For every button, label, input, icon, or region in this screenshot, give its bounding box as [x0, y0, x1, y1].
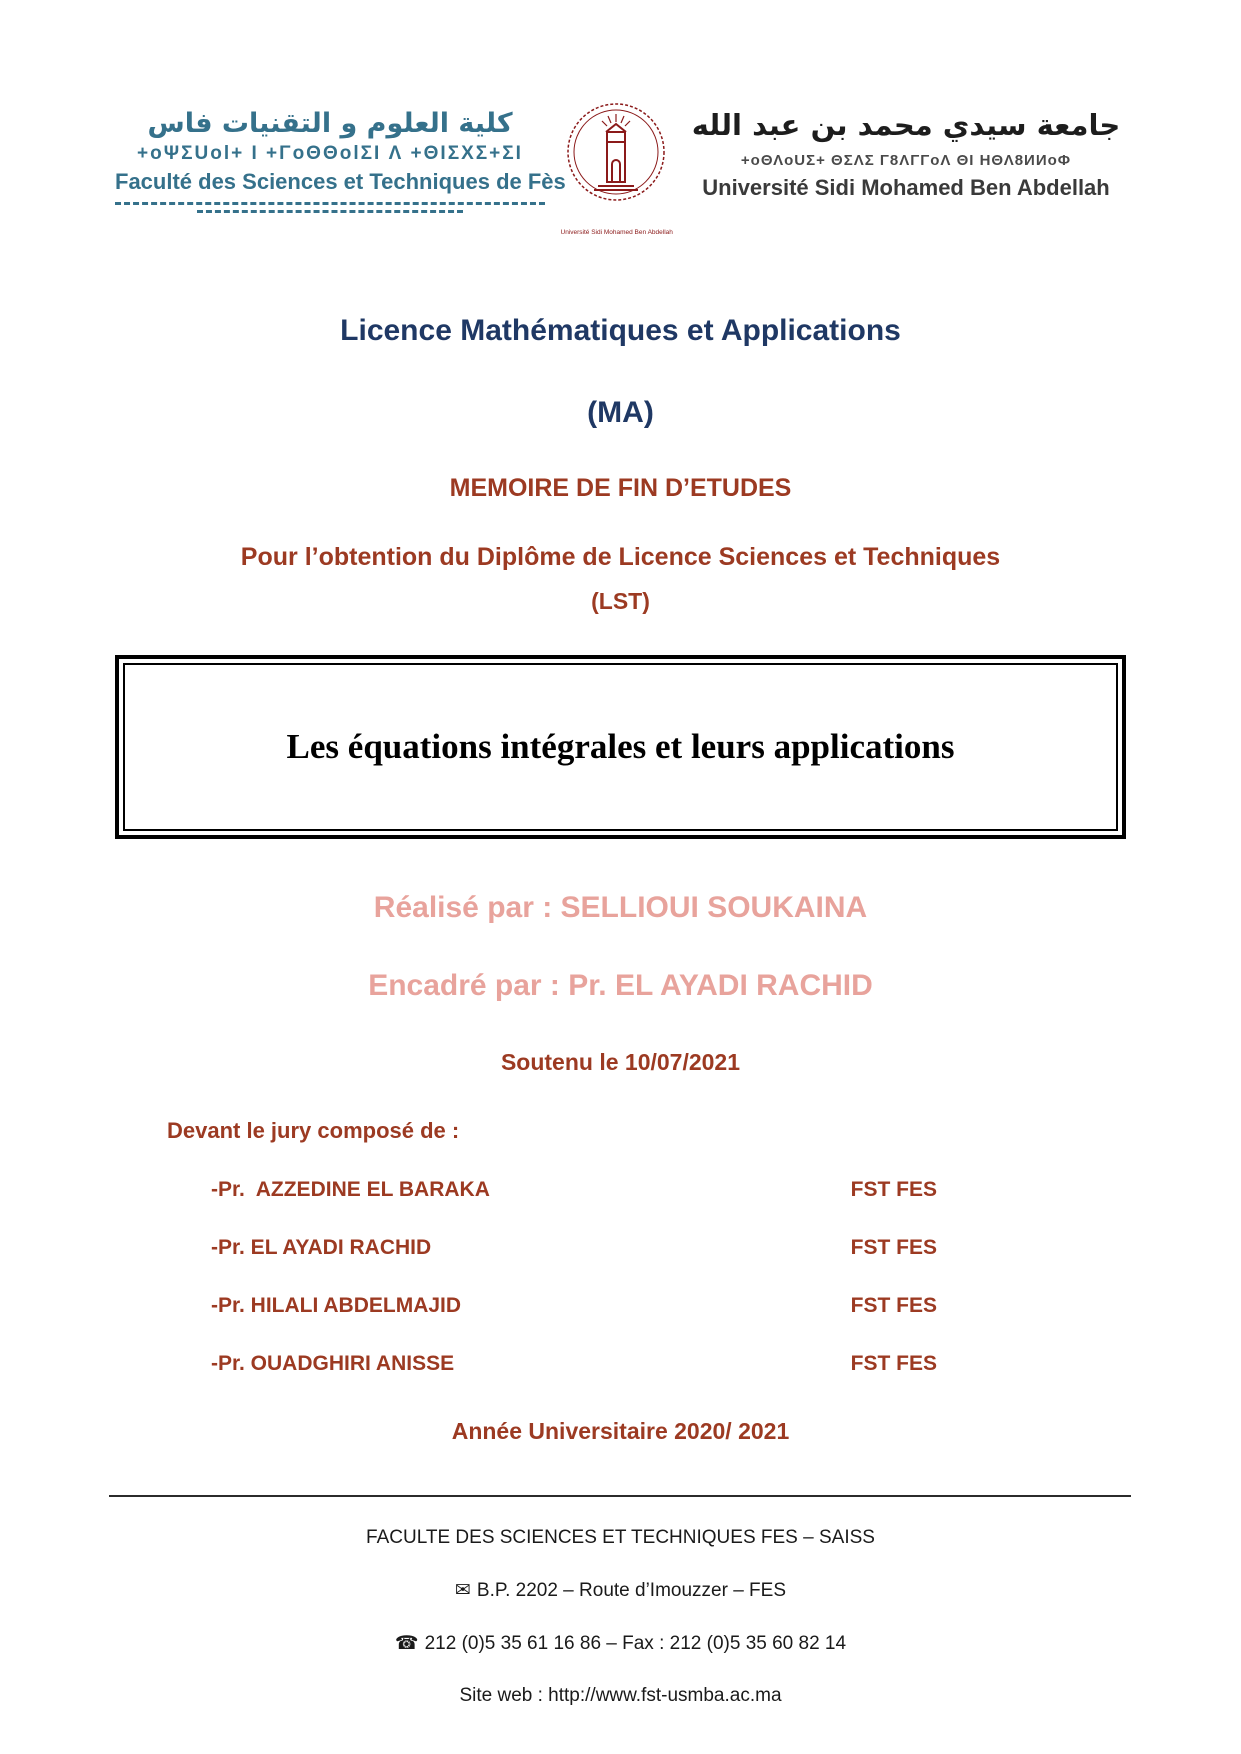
footer-phone-line [115, 1632, 1126, 1655]
university-name-tifinagh: +oΘΛoUΣ+ ΘΣΛΣ Γ8ΛΓΓoΛ ΘI ΗΘΛ8ИИoΦ [740, 152, 1072, 169]
jury-member-affiliation: FST FES [850, 1236, 937, 1259]
faculty-header-block [115, 108, 566, 213]
jury-heading: Devant le jury composé de : [167, 1118, 460, 1143]
thesis-title-box [115, 655, 1126, 839]
jury-row [211, 1294, 937, 1318]
jury-row [211, 1352, 937, 1376]
thesis-title-box-inner [123, 663, 1118, 831]
decorative-dashes [115, 202, 545, 205]
logo-caption: Université Sidi Mohamed Ben Abdellah [560, 229, 673, 236]
program-abbreviation: (MA) [587, 396, 654, 429]
diploma-abbreviation: (LST) [591, 588, 650, 614]
memoire-heading: MEMOIRE DE FIN D’ETUDES [449, 474, 792, 502]
footer-website-line: Site web : http://www.fst-usmba.ac.ma [459, 1685, 782, 1706]
diploma-heading: Pour l’obtention du Diplôme de Licence Sciences et Techniques [240, 543, 1001, 571]
university-header-block [686, 108, 1126, 201]
jury-member-name: -Pr. OUADGHIRI ANISSE [211, 1352, 455, 1375]
jury-member-affiliation: FST FES [850, 1294, 937, 1317]
university-name-french: Université Sidi Mohamed Ben Abdellah [702, 175, 1110, 200]
envelope-icon: ✉ [454, 1579, 471, 1601]
academic-year: Année Universitaire 2020/ 2021 [451, 1418, 790, 1444]
jury-member-name: -Pr. HILALI ABDELMAJID [211, 1294, 462, 1317]
footer-address-text: B.P. 2202 – Route d’Imouzzer – FES [476, 1580, 787, 1601]
jury-member-affiliation: FST FES [850, 1178, 937, 1201]
jury-member-name: -Pr. EL AYADI RACHID [211, 1236, 432, 1259]
program-title: Licence Mathématiques et Applications [340, 314, 901, 347]
university-logo-emblem [564, 94, 668, 222]
thesis-title: Les équations intégrales et leurs applications [286, 727, 955, 766]
header [115, 108, 1126, 236]
faculty-name-tifinagh: +oΨΣUol+ I +ΓoΘΘolΣI Λ +ΘIΣΧΣ+ΣI [137, 143, 523, 164]
footer-address-line [115, 1579, 1126, 1602]
university-logo [561, 94, 671, 236]
defense-date-line: Soutenu le 10/07/2021 [500, 1049, 741, 1075]
faculty-name-arabic: كلية العلوم و التقنيات فاس [147, 108, 513, 139]
decorative-dashes [197, 210, 464, 213]
jury-member-affiliation: FST FES [850, 1352, 937, 1375]
footer-divider [109, 1495, 1131, 1497]
footer-phone-text: 212 (0)5 35 61 16 86 – Fax : 212 (0)5 35 60 82 14 [424, 1633, 847, 1654]
jury-row [211, 1236, 937, 1260]
jury-member-name: -Pr. AZZEDINE EL BARAKA [211, 1178, 490, 1201]
faculty-name-french: Faculté des Sciences et Techniques de Fès [115, 169, 566, 194]
footer-faculty-line: FACULTE DES SCIENCES ET TECHNIQUES FES – SAISS [366, 1527, 875, 1548]
phone-icon: ☎ [394, 1632, 419, 1654]
author-line: Réalisé par : SELLIOUI SOUKAINA [373, 891, 868, 924]
jury-list [211, 1178, 937, 1376]
jury-row [211, 1178, 937, 1202]
supervisor-line: Encadré par : Pr. EL AYADI RACHID [368, 969, 873, 1002]
university-name-arabic: جامعة سيدي محمد بن عبد الله [691, 108, 1121, 142]
